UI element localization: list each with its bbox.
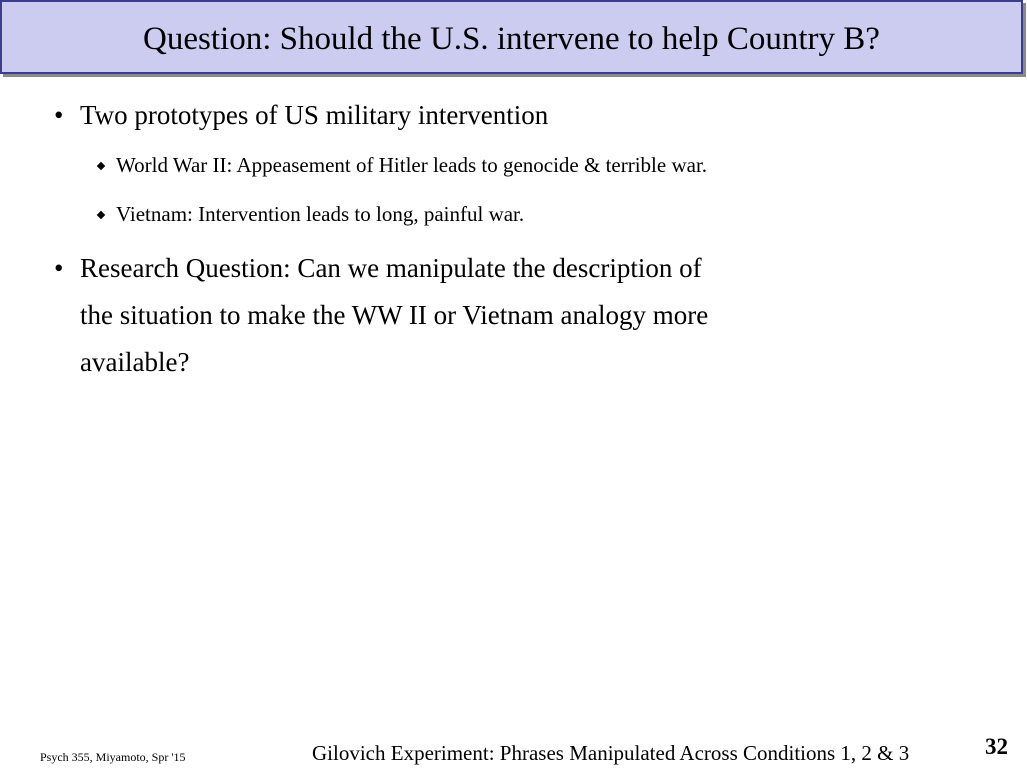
research-question-line-3: available? [80,347,190,377]
bullet-prototypes [54,92,549,139]
footer-course-label: Psych 355, Miyamoto, Spr '15 [40,750,186,764]
bullet-dot: • [54,100,64,130]
bullet-dot: • [54,253,64,283]
subbullet-wwii [116,152,707,178]
research-question-line-1: Research Question: Can we manipulate the description of [80,253,702,283]
research-question-line-2: the situation to make the WW II or Vietnam analogy more [80,300,709,330]
slide-title: Question: Should the U.S. intervene to help Country B? [143,21,880,57]
diamond-bullet-icon [97,162,105,170]
diamond-bullet-icon [97,211,105,219]
subbullet-wwii-text: World War II: Appeasement of Hitler leads to genocide & terrible war. [116,153,708,177]
subbullet-vietnam-text: Vietnam: Intervention leads to long, painful war. [116,202,525,226]
subbullet-vietnam [116,201,524,227]
page-number: 32 [985,734,1008,759]
bullet-research-question [54,245,709,386]
footer-caption: Gilovich Experiment: Phrases Manipulated Across Conditions 1, 2 & 3 [312,741,910,765]
bullet-prototypes-text: Two prototypes of US military intervention [80,100,549,130]
